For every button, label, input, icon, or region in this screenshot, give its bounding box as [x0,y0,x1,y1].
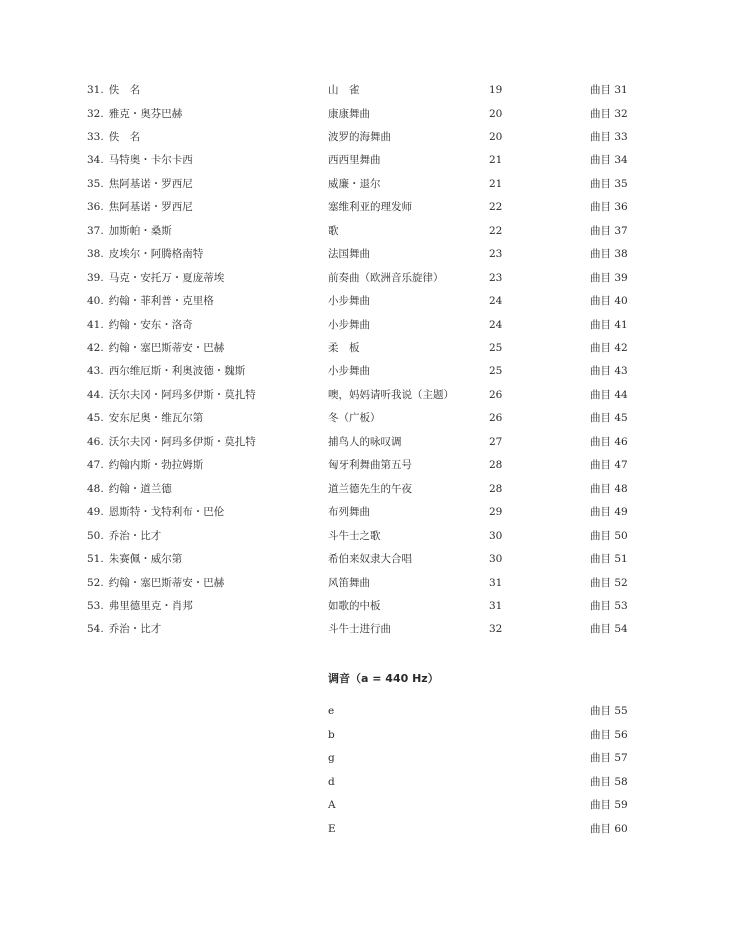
composer-cell [87,176,193,192]
composer-cell [87,410,203,426]
piece-title: 匈牙利舞曲第五号 [328,459,412,472]
track-number: 51. [87,553,104,565]
cd-track: 曲目 57 [590,752,628,765]
cd-track: 曲目 33 [590,130,628,143]
composer-name: 雅克・奥芬巴赫 [108,107,183,120]
page-number: 22 [489,224,503,237]
tuning-note: d [328,775,335,788]
piece-title: 小步舞曲 [328,365,370,378]
track-row [0,129,730,145]
track-row [0,551,730,567]
page-number: 19 [489,84,503,96]
tuning-note: b [328,728,335,741]
track-row [0,528,730,544]
track-number: 52. [87,576,104,589]
piece-title: 希伯来奴隶大合唱 [328,553,412,565]
track-row [0,434,730,450]
track-row [0,598,730,614]
page-number: 26 [489,412,503,425]
cd-track: 曲目 50 [590,529,628,542]
composer-cell [87,575,224,591]
track-number: 45. [87,412,104,425]
composer-name: 焦阿基诺・罗西尼 [108,177,193,190]
track-number: 41. [87,318,104,331]
composer-cell [87,481,172,497]
cd-track: 曲目 55 [590,705,628,717]
cd-track: 曲目 49 [590,506,628,519]
composer-cell [87,434,256,450]
track-number: 42. [87,341,104,354]
tuning-note: e [328,705,335,717]
piece-title: 噢，妈妈请听我说（主题） [328,388,454,401]
track-row [0,246,730,262]
track-row [0,621,730,637]
track-number: 39. [87,271,104,284]
track-number: 49. [87,506,104,519]
cd-track: 曲目 38 [590,248,628,261]
cd-track: 曲目 52 [590,576,628,589]
track-row [0,106,730,122]
composer-cell [87,223,172,239]
cd-track: 曲目 59 [590,799,628,812]
page-number: 23 [489,248,503,261]
cd-track: 曲目 34 [590,154,628,167]
composer-name: 焦阿基诺・罗西尼 [108,201,193,214]
composer-name: 弗里德里克・肖邦 [108,599,193,612]
track-row [0,152,730,168]
composer-cell [87,270,224,286]
page-number: 20 [489,107,503,120]
page-number: 31 [489,576,503,589]
composer-cell [87,551,182,567]
composer-cell [87,598,193,614]
composer-name: 加斯帕・桑斯 [108,224,172,237]
piece-title: 小步舞曲 [328,318,370,331]
tuning-row [0,797,730,813]
composer-cell [87,246,203,262]
composer-cell [87,106,182,122]
cd-track: 曲目 43 [590,365,628,378]
piece-title: 康康舞曲 [328,107,370,120]
page-number: 32 [489,623,503,636]
tuning-row [0,774,730,790]
cd-track: 曲目 51 [590,553,628,565]
piece-title: 捕鸟人的咏叹调 [328,435,402,448]
page-number: 20 [489,130,503,143]
composer-cell [87,457,203,473]
piece-title: 斗牛士进行曲 [328,623,391,636]
page-number: 30 [489,553,503,565]
page-number: 28 [489,459,503,472]
cd-track: 曲目 56 [590,728,628,741]
track-number: 37. [87,224,104,237]
cd-track: 曲目 35 [590,177,628,190]
track-number: 50. [87,529,104,542]
page-number: 26 [489,388,503,401]
cd-track: 曲目 37 [590,224,628,237]
track-row [0,457,730,473]
track-number: 54. [87,623,104,636]
track-number: 31. [87,84,104,96]
composer-name: 乔治・比才 [108,623,162,636]
composer-name: 恩斯特・戈特利布・巴伦 [108,506,225,519]
track-row [0,293,730,309]
track-row [0,199,730,215]
tuning-row [0,750,730,766]
composer-cell [87,387,256,403]
composer-name: 佚 名 [108,130,141,143]
composer-name: 约翰・道兰德 [108,482,172,495]
composer-name: 约翰・安东・洛奇 [108,318,193,331]
composer-name: 沃尔夫冈・阿玛多伊斯・莫扎特 [108,388,256,401]
composer-cell [87,363,245,379]
composer-name: 沃尔夫冈・阿玛多伊斯・莫扎特 [108,435,256,448]
track-row [0,481,730,497]
piece-title: 小步舞曲 [328,295,370,307]
composer-name: 朱赛佩・威尔第 [108,553,183,565]
composer-name: 安东尼奥・维瓦尔第 [108,412,204,425]
page-number: 22 [489,201,503,214]
cd-track: 曲目 44 [590,388,628,401]
cd-track: 曲目 31 [590,84,628,96]
cd-track: 曲目 42 [590,341,628,354]
composer-cell [87,293,214,309]
page-number: 24 [489,295,503,307]
track-row [0,176,730,192]
composer-name: 马特奥・卡尔卡西 [108,154,193,167]
composer-name: 约翰内斯・勃拉姆斯 [108,459,204,472]
piece-title: 布列舞曲 [328,506,370,519]
piece-title: 如歌的中板 [328,599,381,612]
piece-title: 风笛舞曲 [328,576,370,589]
piece-title: 歌 [328,224,339,237]
track-row [0,270,730,286]
track-number: 53. [87,599,104,612]
cd-track: 曲目 48 [590,482,628,495]
piece-title: 威廉・退尔 [328,177,381,190]
page-number: 28 [489,482,503,495]
composer-name: 马克・安托万・夏庞蒂埃 [108,271,225,284]
piece-title: 塞维利亚的理发师 [328,201,412,214]
piece-title: 前奏曲（欧洲音乐旋律） [328,271,444,284]
track-row [0,317,730,333]
piece-title: 斗牛士之歌 [328,529,381,542]
track-row [0,340,730,356]
track-number: 47. [87,459,104,472]
composer-cell [87,317,193,333]
cd-track: 曲目 36 [590,201,628,214]
track-number: 35. [87,177,104,190]
page-number: 24 [489,318,503,331]
page-number: 21 [489,154,503,167]
composer-cell [87,129,140,145]
page-number: 30 [489,529,503,542]
page-number: 23 [489,271,503,284]
tuning-row [0,727,730,743]
page-number: 21 [489,177,503,190]
page-number: 29 [489,506,503,519]
tuning-note: E [328,823,336,835]
composer-name: 皮埃尔・阿腾格南特 [108,248,204,261]
composer-name: 乔治・比才 [108,529,162,542]
track-row [0,504,730,520]
composer-cell [87,504,224,520]
track-number: 48. [87,482,104,495]
track-row [0,223,730,239]
track-row [0,410,730,426]
track-number: 33. [87,130,104,143]
cd-track: 曲目 45 [590,412,628,425]
track-row [0,82,730,98]
cd-track: 曲目 32 [590,107,628,120]
track-number: 38. [87,248,104,261]
piece-title: 冬（广板） [328,412,381,425]
track-number: 44. [87,388,104,401]
composer-cell [87,621,161,637]
tuning-note: g [328,752,335,765]
piece-title: 西西里舞曲 [328,154,381,167]
cd-track: 曲目 60 [590,823,628,835]
track-number: 34. [87,154,104,167]
composer-name: 约翰・菲利普・克里格 [108,295,214,307]
composer-name: 西尔维厄斯・利奥波德・魏斯 [108,365,246,378]
cd-track: 曲目 54 [590,623,628,636]
track-number: 46. [87,435,104,448]
piece-title: 法国舞曲 [328,248,370,261]
cd-track: 曲目 53 [590,599,628,612]
composer-cell [87,152,193,168]
page-number: 25 [489,341,503,354]
track-number: 43. [87,365,104,378]
cd-track: 曲目 47 [590,459,628,472]
cd-track: 曲目 39 [590,271,628,284]
track-number: 40. [87,295,104,307]
piece-title: 波罗的海舞曲 [328,130,391,143]
tuning-row [0,821,730,837]
piece-title: 柔 板 [328,341,360,354]
cd-track: 曲目 40 [590,295,628,307]
track-number: 36. [87,201,104,214]
cd-track: 曲目 58 [590,775,628,788]
page-number: 27 [489,435,503,448]
track-number: 32. [87,107,104,120]
track-row [0,575,730,591]
composer-cell [87,82,140,98]
tuning-heading: 调音（a = 440 Hz） [328,672,439,685]
composer-name: 约翰・塞巴斯蒂安・巴赫 [108,576,225,589]
page-number: 25 [489,365,503,378]
composer-cell [87,528,161,544]
cd-track: 曲目 41 [590,318,628,331]
composer-cell [87,199,193,215]
cd-track: 曲目 46 [590,435,628,448]
track-row [0,387,730,403]
tuning-note: A [328,799,336,812]
piece-title: 山 雀 [328,84,360,96]
tuning-row [0,703,730,719]
track-row [0,363,730,379]
piece-title: 道兰德先生的午夜 [328,482,412,495]
composer-name: 佚 名 [108,84,141,96]
page-number: 31 [489,599,503,612]
composer-cell [87,340,224,356]
composer-name: 约翰・塞巴斯蒂安・巴赫 [108,341,225,354]
